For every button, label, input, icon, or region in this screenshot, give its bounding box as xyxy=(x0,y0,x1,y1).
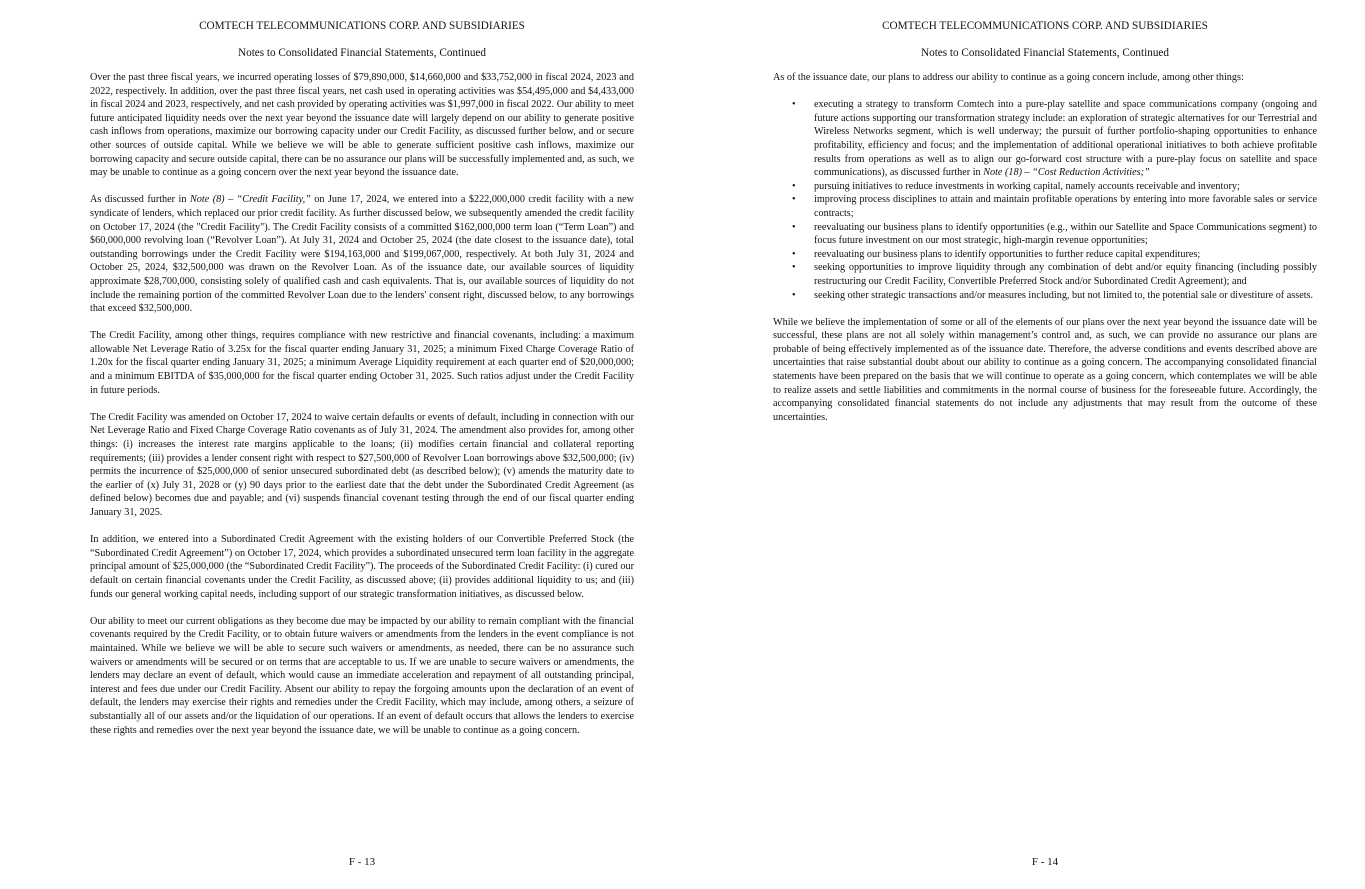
page-number: F - 14 xyxy=(1031,856,1059,868)
page-f13 xyxy=(90,0,634,889)
list-item-text: seeking other strategic transactions and/or measures including, but not limited to, the potential sale or divestiture of assets. xyxy=(814,289,1314,301)
list-item xyxy=(773,289,1317,303)
list-item xyxy=(773,221,1317,248)
page-body xyxy=(773,71,1317,438)
paragraph-text: As discussed further in xyxy=(90,194,190,206)
paragraph-going-concern: While we believe the implementation of some or all of the elements of our plans over the next year beyond the issuance date will be successful, these plans are not all solely within management’s control and, as such, we can provide no assurance our plans are probable of being effectively implemented as of the issuance date. Therefore, the adverse conditions and events described above are uncertainties that raise substantial doubt about our ability to continue as a going concern. The accompanying consolidated financial statements have been prepared on the basis that we will continue to operate as a going concern, which contemplates we will be able to realize assets and settle liabilities and commitments in the normal course of business for the foreseeable future. Accordingly, the accompanying consolidated financial statements do not include any adjustments that may result from the outcome of these uncertainties. xyxy=(773,316,1317,423)
list-item-text: reevaluating our business plans to identify opportunities (e.g., within our Satellite and Space Communications segment) to focus future investment on our most strategic, high-margin revenue opportunities; xyxy=(814,221,1317,247)
paragraph-amendment: The Credit Facility was amended on October 17, 2024 to waive certain defaults or events of default, including in connection with our Net Leverage Ratio and Fixed Charge Coverage Ratio covenants as of July 31, 2024. The amendment also provides for, among other things: (i) increases the interest rate margins applicable to the loans; (ii) modifies certain financial and collateral reporting requirements; (iii) provides a lender consent right with respect to $27,500,000 of Revolver Loan borrowings above $32,500,000; (iv) permits the incurrence of $25,000,000 of senior unsecured subordinated debt (as described below); (v) amends the maturity date to the earlier of (x) July 31, 2028 or (y) 90 days prior to the earliest date that the debt under the Subordinated Credit Agreement (as defined below) becomes due and payable; and (vi) suspends financial covenant testing through the end of our fiscal quarter ending January 31, 2025. xyxy=(90,411,634,518)
list-item xyxy=(773,248,1317,262)
paragraph-credit-facility xyxy=(90,193,634,315)
list-item-text: pursuing initiatives to reduce investments in working capital, namely accounts receivable and inventory; xyxy=(814,180,1240,192)
bullet-icon: • xyxy=(792,99,796,111)
list-item-text: executing a strategy to transform Comtech into a pure-play satellite and space communications company (ongoing and future actions supporting our transformation strategy include: an exploration of strategic alternatives for our Terrestrial and Wireless Networks segment, which is well underway; the pursuit of further portfolio-shaping opportunities to enhance profitability, efficiency and focus; and the implementation of additional operational initiatives to both achieve profitable results from operations as well as to align our go-forward cost structure with a pure-play focus on satellite and space communications), as discussed further in xyxy=(814,99,1317,179)
list-item-text: reevaluating our business plans to identify opportunities to further reduce capital expenditures; xyxy=(814,248,1201,260)
list-item-text: seeking opportunities to improve liquidity through any combination of debt and/or equity financing (including possibly restructuring our Credit Facility, Convertible Preferred Stock and/or Subordinated Credit Agreement); and xyxy=(814,262,1317,287)
company-header: COMTECH TELECOMMUNICATIONS CORP. AND SUBSIDIARIES xyxy=(882,20,1208,32)
plans-intro: As of the issuance date, our plans to address our ability to continue as a going concern include, among other things: xyxy=(773,72,1244,83)
note-reference: Note (18) – “Cost Reduction Activities;” xyxy=(983,167,1150,179)
plans-list xyxy=(773,98,1317,302)
bullet-icon: • xyxy=(792,180,796,192)
paragraph-obligations: Our ability to meet our current obligations as they become due may be impacted by our ability to remain compliant with the financial covenants required by the Credit Facility, or to obtain future waivers or amendments from the lenders in the event compliance is not maintained. While we believe we will be able to secure such waivers or amendments, as needed, there can be no assurance such waivers or amendments will be secured or on terms that are acceptable to us. If we are unable to secure waivers or amendments, the lenders may declare an event of default, which would cause an immediate acceleration and repayment of all outstanding principal, interest and fees due under our Credit Facility. Absent our ability to repay the forgoing amounts upon the declaration of an event of default, the lenders may exercise their rights and remedies under the Credit Facility, which may include, among others, a seizure of substantially all of our assets and/or the liquidation of our operations. If an event of default occurs that allows the lenders to exercise these rights and remedies over the next year beyond the issuance date, we will be unable to continue as a going concern. xyxy=(90,615,634,736)
notes-subheader: Notes to Consolidated Financial Statements, Continued xyxy=(238,47,486,59)
paragraph-operating-losses: Over the past three fiscal years, we incurred operating losses of $79,890,000, $14,660,000 and $33,752,000 in fiscal 2024, 2023 and 2022, respectively. In addition, over the past three fiscal years, net cash used in operating activities was $54,495,000 and $4,433,000 in fiscal 2024 and 2023, respectively, and net cash provided by operating activities was $1,997,000 in fiscal 2022. Our ability to meet future anticipated liquidity needs over the next year beyond the issuance date will largely depend on our ability to generate positive cash inflows from operations, maximize our borrowing capacity under our Credit Facility, as discussed further below, and or secure other sources of outside capital. While we believe we will be able to generate sufficient positive cash inflows, maximize our borrowing capacity and secure outside capital, there can be no assurance our plans will be successfully implemented and, as such, we may be unable to continue as a going concern over the next year beyond the issuance date. xyxy=(90,72,634,179)
page-number: F - 13 xyxy=(348,856,376,868)
notes-subheader: Notes to Consolidated Financial Statements, Continued xyxy=(921,47,1169,59)
paragraph-subordinated-credit: In addition, we entered into a Subordinated Credit Agreement with the existing holders of our Convertible Preferred Stock (the “Subordinated Credit Agreement”) on October 17, 2024, which provides a subordinated unsecured term loan facility in the aggregate principal amount of $25,000,000 (the “Subordinated Credit Facility”). The proceeds of the Subordinated Credit Facility: (i) cured our default on certain financial covenants under the Credit Facility, as discussed above; (ii) provides additional liquidity to us; and (iii) funds our general working capital needs, including support of our strategic transformation initiatives, as discussed below. xyxy=(90,534,634,600)
list-item xyxy=(773,193,1317,220)
paragraph-text: on June 17, 2024, we entered into a $222,000,000 credit facility with a new syndicate of lenders, which replaced our prior credit facility. As further discussed below, we subsequently amended the credit facility on October 17, 2024 (the "Credit Facility"). The Credit Facility consists of a committed $162,000,000 term loan (“Term Loan”) and $60,000,000 revolving loan (“Revolver Loan”). At July 31, 2024 and October 25, 2024 (the date closest to the issuance date), total outstanding borrowings under the Credit Facility were $194,163,000 and $199,067,000, respectively. At both July 31, 2024 and October 25, 2024, $32,500,000 was drawn on the Revolver Loan. As of the issuance date, our available sources of liquidity approximate $28,700,000, consisting solely of qualified cash and cash equivalents. That is, our available sources of liquidity do not include the remaining portion of the committed Revolver Loan due to the lenders' consent right, discussed below, to any borrowings that exceed $32,500,000. xyxy=(90,194,635,315)
list-item-text: improving process disciplines to attain and maintain profitable operations by entering into more favorable sales or service contracts; xyxy=(814,194,1317,219)
bullet-icon: • xyxy=(792,289,796,301)
bullet-icon: • xyxy=(792,262,796,274)
page-body xyxy=(90,71,634,751)
bullet-icon: • xyxy=(792,248,796,260)
list-item xyxy=(773,261,1317,288)
paragraph-covenants: The Credit Facility, among other things, requires compliance with new restrictive and financial covenants, including: a maximum allowable Net Leverage Ratio of 3.25x for the fiscal quarter ending January 31, 2025; a minimum Fixed Charge Coverage Ratio of 1.20x for the fiscal quarter ending January 31, 2025; a minimum Average Liquidity requirement at each quarter end of $20,000,000; and a minimum EBITDA of $35,000,000 for the fiscal quarter ending October 31, 2025. Such ratios adjust under the Credit Facility in future periods. xyxy=(90,330,634,396)
bullet-icon: • xyxy=(792,221,796,233)
list-item xyxy=(773,98,1317,180)
company-header: COMTECH TELECOMMUNICATIONS CORP. AND SUBSIDIARIES xyxy=(199,20,525,32)
note-reference: Note (8) – “Credit Facility,” xyxy=(189,194,311,206)
list-item xyxy=(773,180,1317,194)
page-f14 xyxy=(773,0,1317,889)
bullet-icon: • xyxy=(792,194,796,206)
